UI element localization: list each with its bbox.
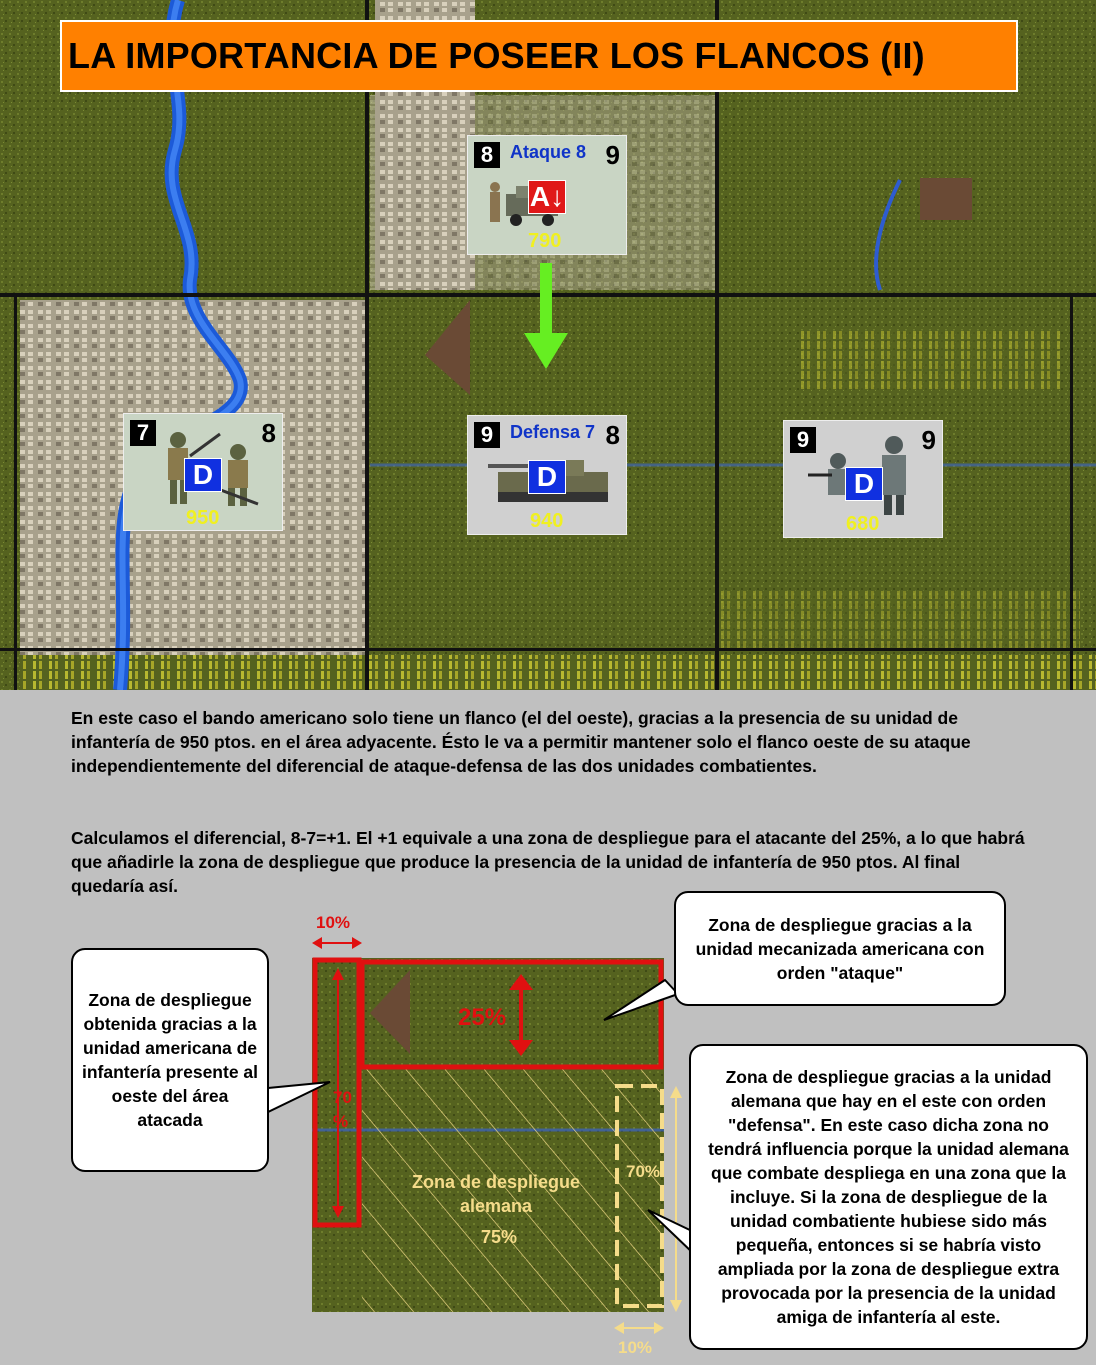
counter-order-label: Defensa 7	[510, 422, 596, 442]
us-infantry-counter[interactable]	[123, 413, 283, 531]
counter-left-number: 9	[790, 427, 816, 453]
counter-left-number: 9	[474, 422, 500, 448]
german-zone-pct: 75%	[480, 1227, 518, 1247]
attacker-counter[interactable]	[467, 135, 627, 255]
grid-line	[1070, 297, 1073, 690]
counter-right-number: 9	[921, 425, 936, 455]
counter-right-number: 8	[605, 420, 620, 450]
counter-points: 790	[528, 230, 562, 252]
grid-line	[0, 648, 1096, 651]
grid-line	[14, 297, 17, 690]
defender-counter[interactable]	[467, 415, 627, 535]
pct-east-width: 10%	[618, 1338, 653, 1357]
counter-points: 940	[530, 510, 564, 532]
german-zone-label-1: Zona de despliegue	[411, 1172, 581, 1192]
counter-left-number: 7	[130, 420, 156, 446]
bubble-east-zone	[689, 1044, 1088, 1350]
pct-west-width: 10%	[316, 913, 351, 932]
counter-order-label: Ataque 8	[510, 142, 587, 162]
counter-points: 950	[186, 507, 220, 529]
german-infantry-counter[interactable]	[783, 420, 943, 538]
counter-right-number: 9	[605, 140, 620, 170]
german-zone-label-2: alemana	[459, 1196, 533, 1216]
defense-order-badge: D	[184, 458, 222, 492]
grid-line	[365, 0, 369, 690]
bubble-west-text: Zona de despliegue obtenida gracias a la unidad americana de infantería presente al oeste del área atacada	[81, 990, 259, 1130]
title-banner	[60, 20, 1018, 92]
counter-points: 680	[846, 513, 880, 535]
paragraph-1: En este caso el bando americano solo tiene un flanco (el del oeste), gracias a la presencia de su unidad de infantería de 950 ptos. en el área adyacente. Ésto le va a permitir mantener solo el flanco oeste de su ataque independientemente del diferencial de ataque-defensa de las dos unidades combatientes.	[71, 708, 971, 776]
bubble-east-text: Zona de despliegue gracias a la unidad alemana que hay en el este con orden "defensa". En este caso dicha zona no tendrá influencia porque la unidad alemana que combate despliega en una zona que la incluye. Si la zona de despliegue de la unidad combatiente hubiese sido más pequeña, entonces si se habría visto ampliada por la zona de despliegue extra provocada por la presencia de la unidad amiga de infantería al este.	[708, 1067, 1069, 1327]
bubble-attack-text: Zona de despliegue gracias a la unidad mecanizada americana con orden "ataque"	[695, 914, 985, 983]
page-title: LA IMPORTANCIA DE POSEER LOS FLANCOS (II)	[68, 35, 925, 76]
attack-arrow-icon	[520, 263, 572, 371]
defense-order-badge: D	[845, 467, 883, 501]
pct-attack-zone: 25%	[458, 1004, 507, 1031]
bubble-west-zone	[71, 948, 269, 1172]
counter-left-number: 8	[474, 142, 500, 168]
defense-order-badge: D	[528, 460, 566, 494]
paragraph-2: Calculamos el diferencial, 8-7=+1. El +1 equivale a una zona de despliegue para el atacante del 25%, a lo que habrá que añadirle la zona de despliegue que produce la presencia de la unidad de infantería de 950 ptos. Al final quedaría así.	[71, 828, 1025, 896]
bubble-attack-zone	[674, 891, 1006, 1006]
counter-right-number: 8	[261, 418, 276, 448]
pct-east-height: 70%	[626, 1162, 661, 1181]
attack-order-badge: A↓	[529, 181, 565, 212]
pct-west-height: 70 %	[333, 1088, 352, 1131]
grid-line	[715, 0, 719, 690]
